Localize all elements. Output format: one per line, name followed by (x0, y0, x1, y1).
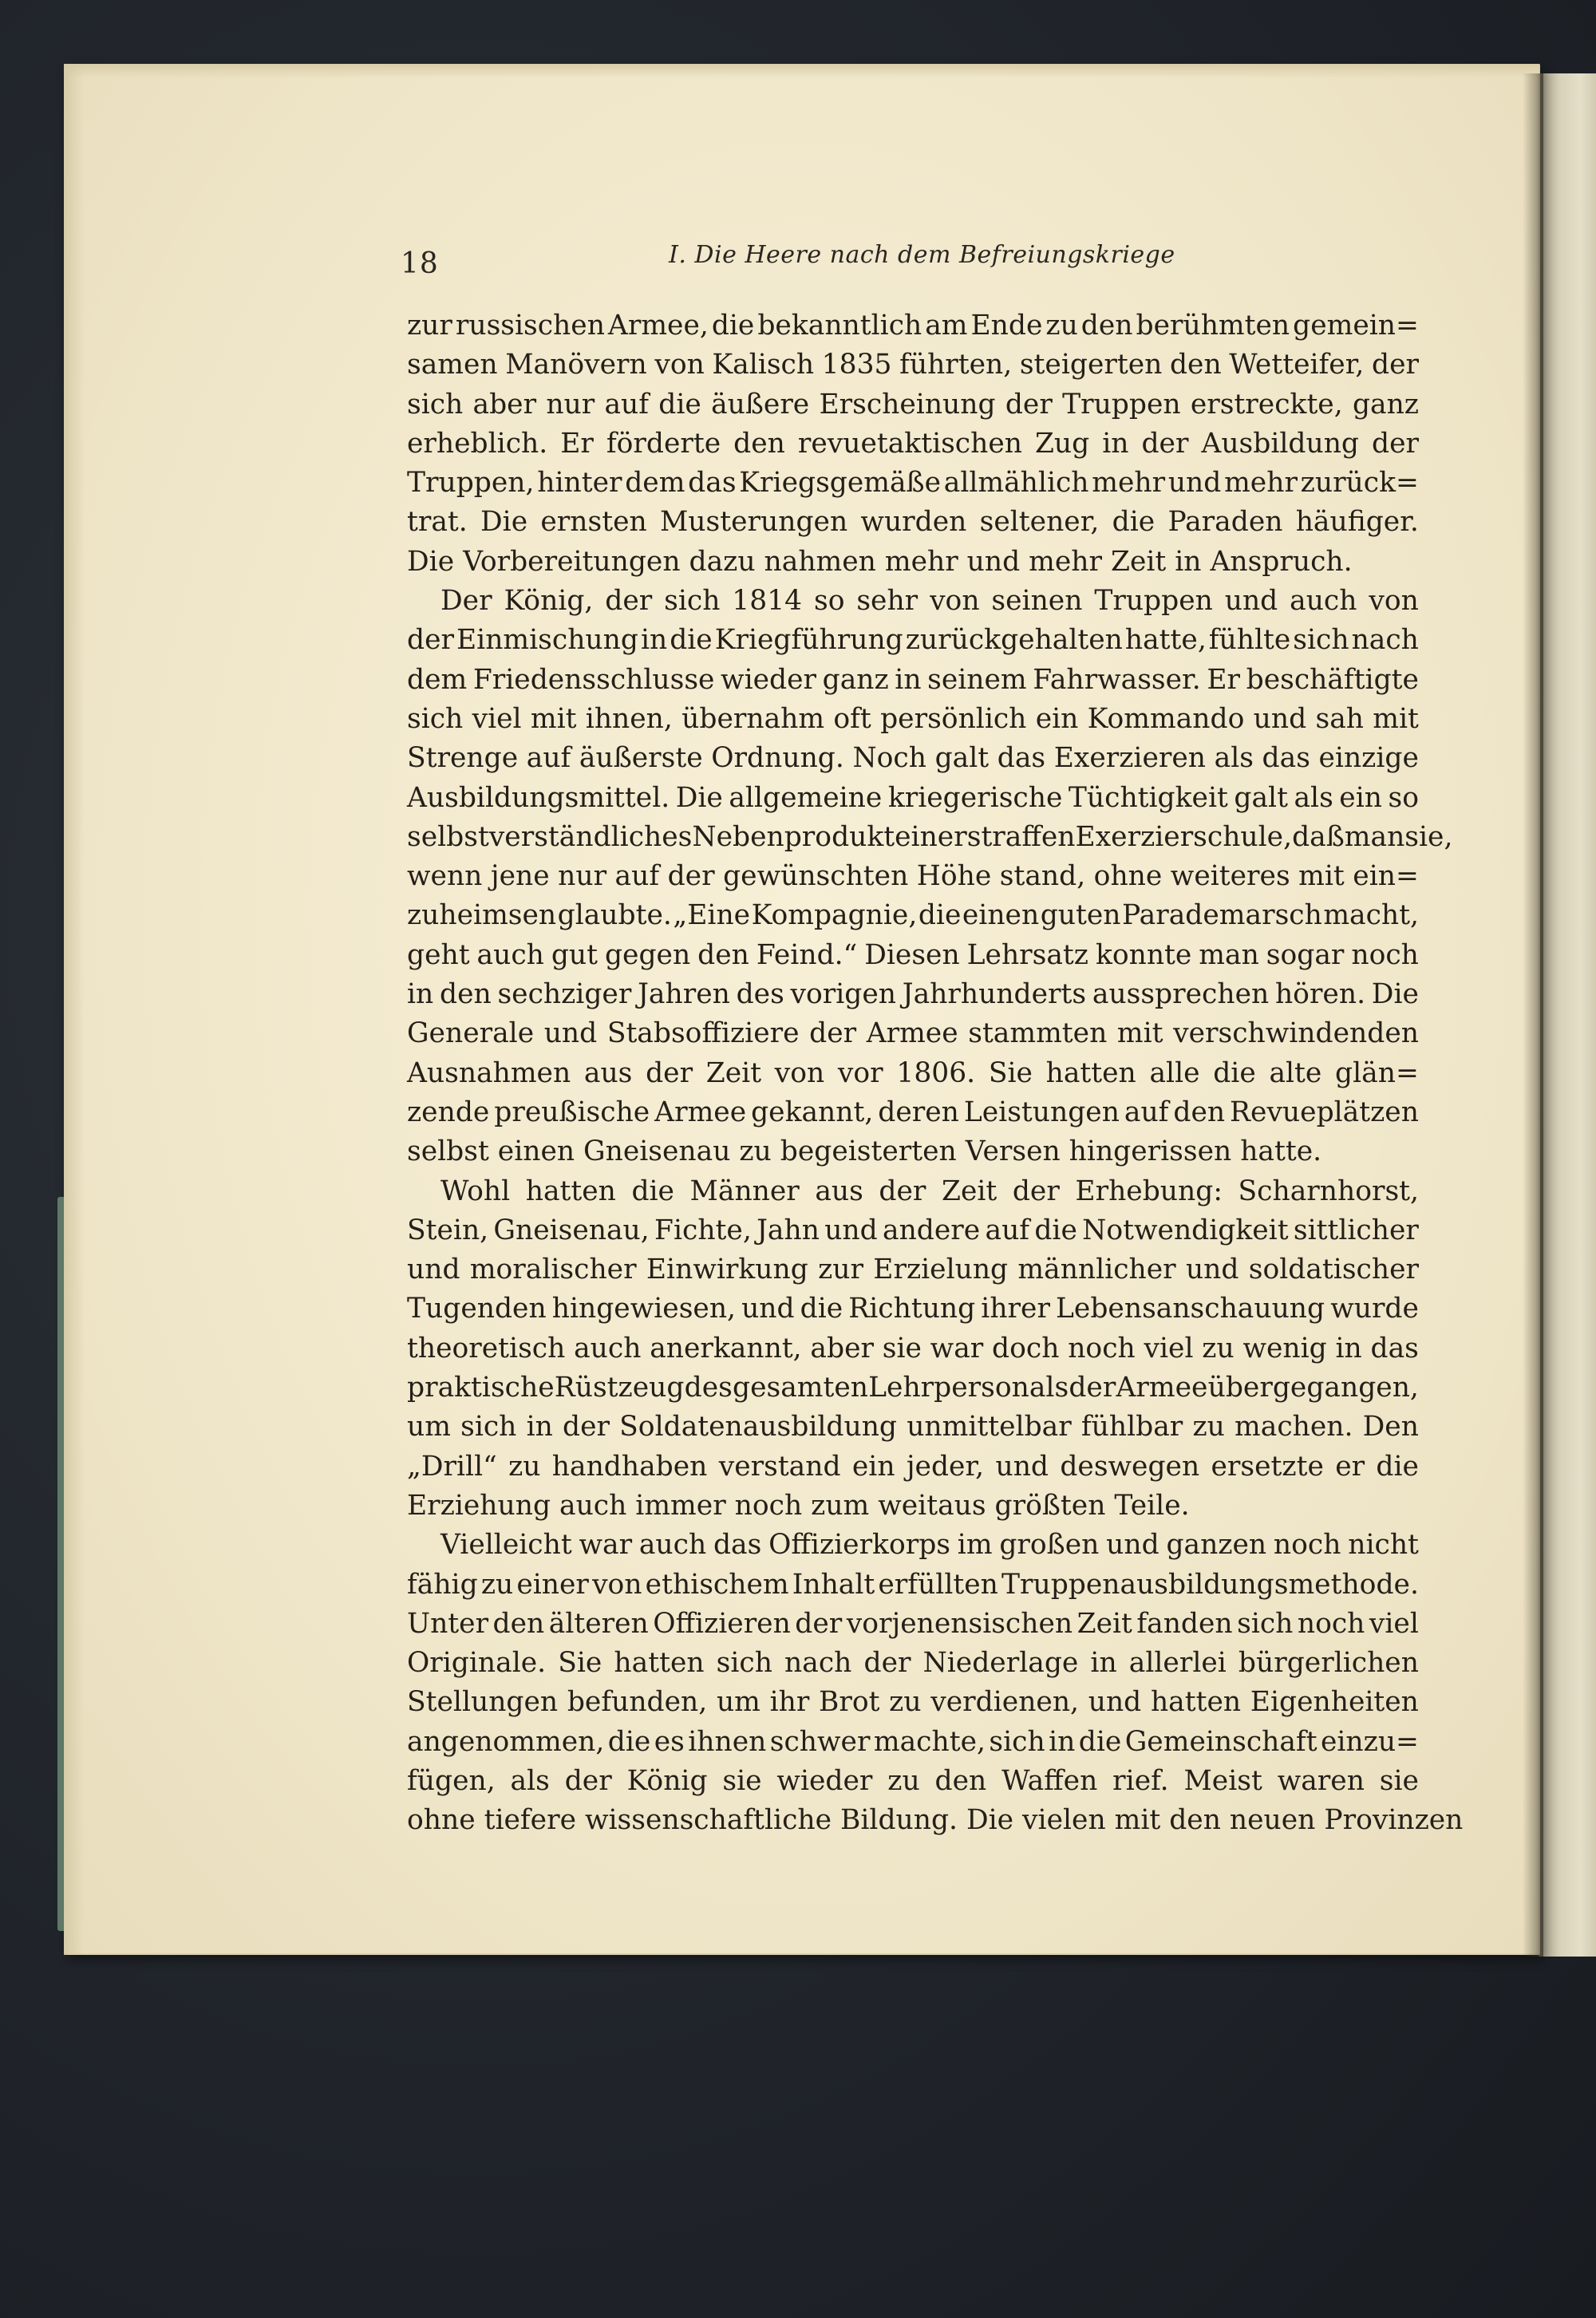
text-line: Erziehung auch immer noch zum weitaus größten Teile. (407, 1489, 1190, 1522)
text-line: selbstverständliches Nebenprodukt einer straffen Exerzierschule, daß man sie, (407, 820, 1453, 853)
paragraph (407, 1172, 1419, 1526)
text-line: Der König, der sich 1814 so sehr von seinen Truppen und auch von (440, 585, 1419, 618)
text-line: Die Vorbereitungen dazu nahmen mehr und mehr Zeit in Anspruch. (407, 545, 1353, 578)
text-line: fügen, als der König sie wieder zu den Waffen rief. Meist waren sie (407, 1764, 1419, 1797)
paragraph (407, 1526, 1464, 1840)
text-line: Stellungen befunden, um ihr Brot zu verdienen, und hatten Eigenheiten (407, 1686, 1419, 1719)
text-line: angenommen, die es ihnen schwer machte, sich in die Gemeinschaft einzu= (407, 1725, 1419, 1758)
text-line: selbst einen Gneisenau zu begeisterten Versen hingerissen hatte. (407, 1135, 1322, 1168)
running-head: I. Die Heere nach dem Befreiungskriege (669, 241, 1175, 269)
text-line: sich aber nur auf die äußere Erscheinung der Truppen erstreckte, ganz (407, 388, 1419, 421)
body-text (407, 306, 1464, 1841)
page-edge-shading (64, 64, 1540, 78)
text-line: in den sechziger Jahren des vorigen Jahrhunderts aussprechen hören. Die (407, 978, 1419, 1011)
text-line: Tugenden hingewiesen, und die Richtung ihrer Lebensanschauung wurde (407, 1293, 1419, 1325)
text-line: und moralischer Einwirkung zur Erzielung männlicher und soldatischer (407, 1254, 1419, 1286)
paragraph (407, 306, 1419, 582)
text-line: wenn jene nur auf der gewünschten Höhe stand, ohne weiteres mit ein= (407, 860, 1419, 893)
text-line: um sich in der Soldatenausbildung unmittelbar fühlbar zu machen. Den (407, 1411, 1419, 1443)
page-edge-shading-left (64, 64, 85, 1955)
text-line: Strenge auf äußerste Ordnung. Noch galt das Exerzieren als das einzige (407, 742, 1419, 775)
text-line: geht auch gut gegen den Feind.“ Diesen Lehrsatz konnte man sogar noch (407, 938, 1419, 971)
text-line: zuheimsen glaubte. „Eine Kompagnie, die einen guten Parademarsch macht, (407, 899, 1419, 932)
text-line: zur russischen Armee, die bekanntlich am Ende zu den berühmten gemein= (407, 310, 1419, 342)
text-line: praktische Rüstzeug des gesamten Lehrpersonals der Armee übergegangen, (407, 1372, 1419, 1404)
page-number: 18 (401, 247, 439, 280)
text-line: Wohl hatten die Männer aus der Zeit der Erhebung: Scharnhorst, (440, 1175, 1419, 1207)
text-line: fähig zu einer von ethischem Inhalt erfüllten Truppenausbildungsmethode. (407, 1568, 1419, 1601)
text-line: Vielleicht war auch das Offizierkorps im großen und ganzen noch nicht (440, 1529, 1419, 1562)
text-line: trat. Die ernsten Musterungen wurden seltener, die Paraden häufiger. (407, 506, 1419, 539)
text-line: Stein, Gneisenau, Fichte, Jahn und andere auf die Notwendigkeit sittlicher (407, 1214, 1419, 1246)
text-line: „Drill“ zu handhaben verstand ein jeder, und deswegen ersetzte er die (407, 1450, 1419, 1483)
text-line: Truppen, hinter dem das Kriegsgemäße allmählich mehr und mehr zurück= (407, 467, 1419, 500)
text-line: Unter den älteren Offizieren der vorjenensischen Zeit fanden sich noch viel (407, 1607, 1419, 1640)
adjacent-page-edge (1539, 73, 1596, 1957)
text-line: ohne tiefere wissenschaftliche Bildung. Die vielen mit den neuen Provinzen (407, 1804, 1464, 1837)
text-line: zende preußische Armee gekannt, deren Leistungen auf den Revueplätzen (407, 1096, 1419, 1128)
text-line: Ausnahmen aus der Zeit von vor 1806. Sie hatten alle die alte glän= (407, 1056, 1419, 1089)
text-line: dem Friedensschlusse wieder ganz in seinem Fahrwasser. Er beschäftigte (407, 663, 1419, 696)
text-line: erheblich. Er förderte den revuetaktischen Zug in der Ausbildung der (407, 427, 1419, 460)
text-line: theoretisch auch anerkannt, aber sie war doch noch viel zu wenig in das (407, 1332, 1419, 1364)
page-header (401, 239, 1422, 287)
paragraph (407, 582, 1453, 1171)
text-line: samen Manövern von Kalisch 1835 führten, steigerten den Wetteifer, der (407, 349, 1419, 381)
text-line: der Einmischung in die Kriegführung zurückgehalten hatte, fühlte sich nach (407, 624, 1419, 657)
text-line: Generale und Stabsoffiziere der Armee stammten mit verschwindenden (407, 1017, 1419, 1050)
text-line: Ausbildungsmittel. Die allgemeine kriegerische Tüchtigkeit galt als ein so (407, 781, 1419, 814)
text-line: Originale. Sie hatten sich nach der Niederlage in allerlei bürgerlichen (407, 1647, 1419, 1680)
text-line: sich viel mit ihnen, übernahm oft persönlich ein Kommando und sah mit (407, 702, 1419, 735)
spine-shadow (1523, 73, 1543, 1957)
